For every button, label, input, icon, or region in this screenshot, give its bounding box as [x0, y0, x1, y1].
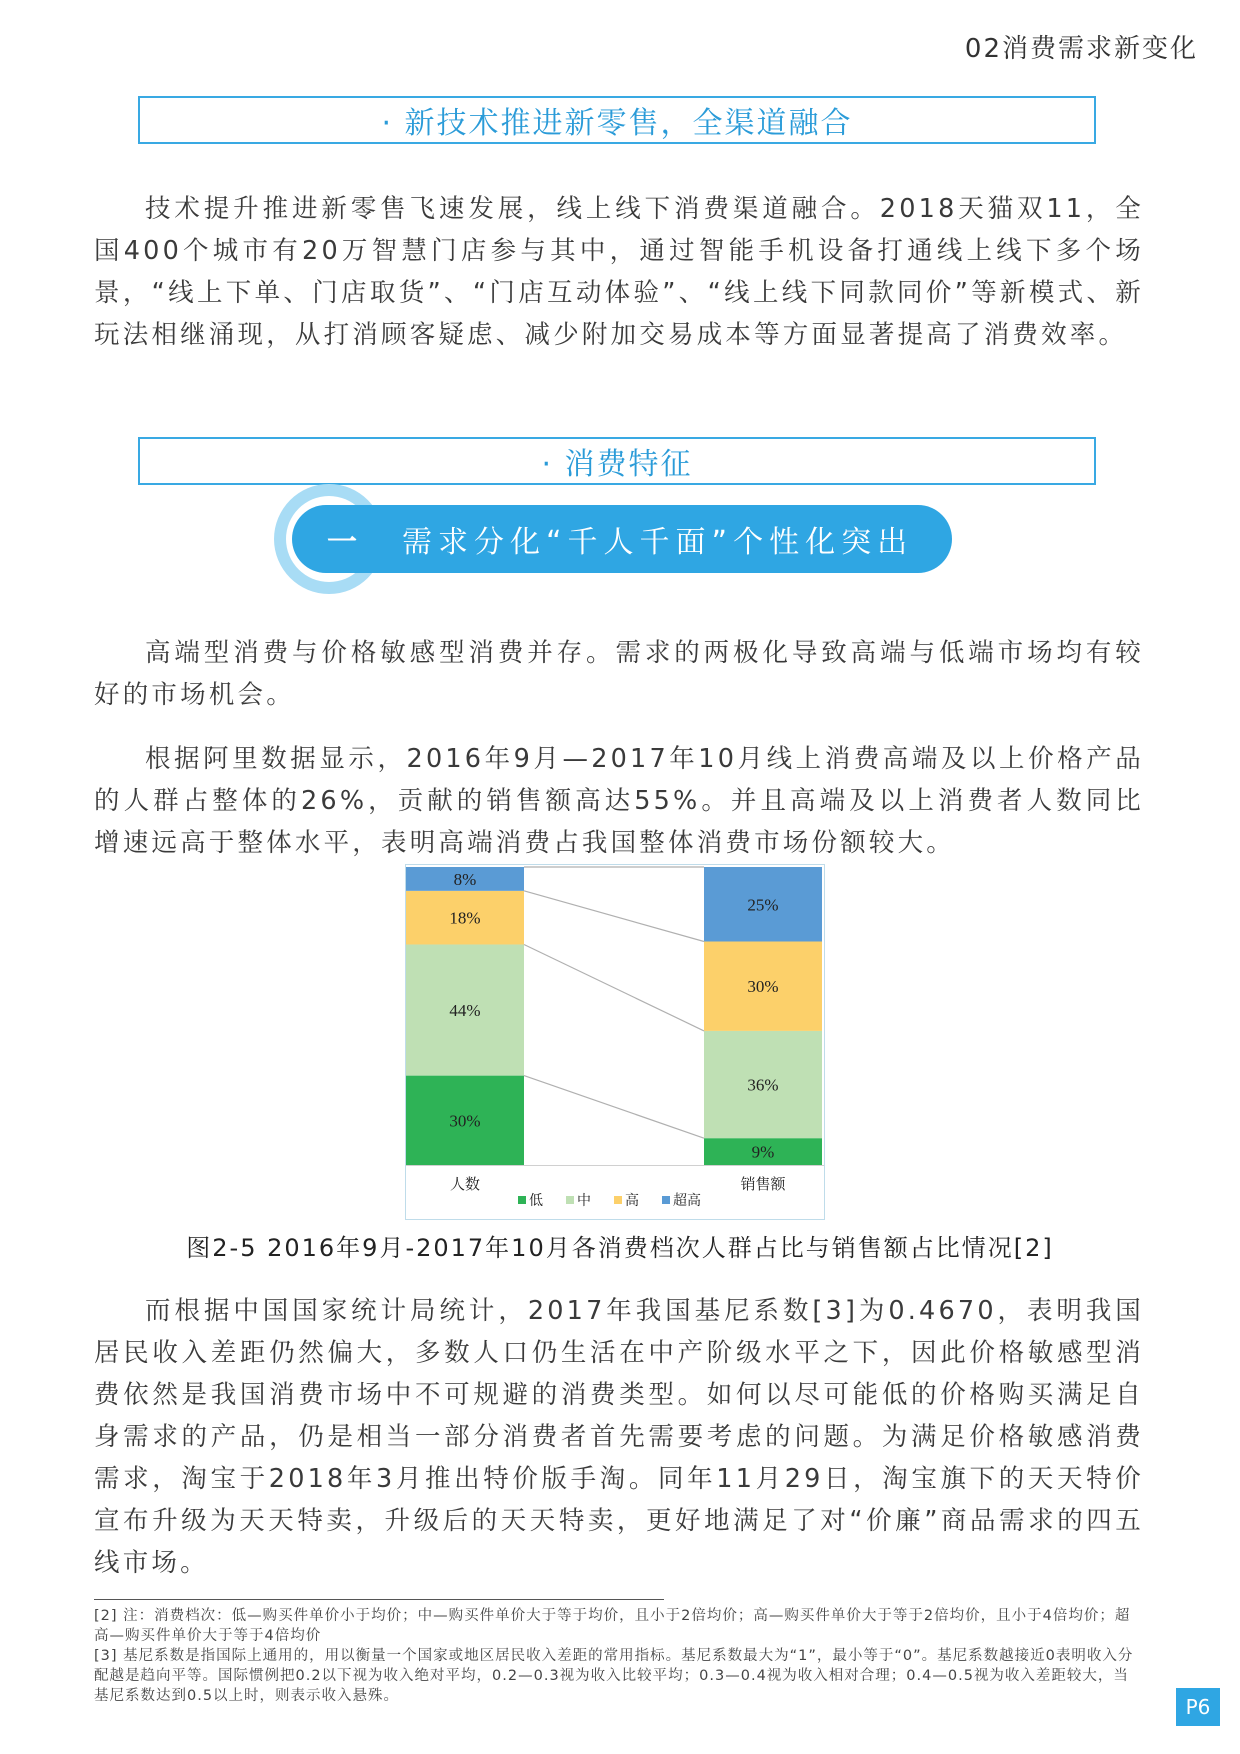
chart-canvas — [406, 865, 824, 1219]
legend-label: 低 — [529, 1193, 543, 1209]
section-heading-consumption: · 消费特征 — [138, 437, 1096, 485]
data-label: 30% — [747, 977, 779, 997]
section-heading-new-retail: · 新技术推进新零售，全渠道融合 — [138, 96, 1096, 144]
legend-label: 超高 — [673, 1193, 701, 1209]
paragraph-new-retail — [94, 188, 1144, 356]
page-number: P6 — [1176, 1688, 1220, 1726]
category-label: 人数 — [449, 1175, 481, 1193]
footnote-3: [3] 基尼系数是指国际上通用的，用以衡量一个国家或地区居民收入差距的常用指标。基尼系数最大为“1”，最小等于“0”。基尼系数越接近0表明收入分配越是趋向平等。国际惯例把0.2以下视为收入绝对平均，0.2—0.3视为收入比较平均；0.3—0.4视为收入相对合理；0.4—0.5视为收入差距较大，当基尼系数达到0.5以上时，则表示收入悬殊。 — [94, 1648, 1134, 1704]
paragraph-text: 根据阿里数据显示，2016年9月—2017年10月线上消费高端及以上价格产品的人群占整体的26%，贡献的销售额高达55%。并且高端及以上消费者人数同比增速远高于整体水平，表明高端消费占我国整体消费市场份额较大。 — [94, 744, 1144, 858]
data-label: 8% — [453, 869, 477, 889]
legend-label: 高 — [625, 1193, 639, 1209]
legend-swatch — [566, 1196, 574, 1204]
legend-label: 中 — [577, 1193, 591, 1209]
paragraph-text: 而根据中国国家统计局统计，2017年我国基尼系数[3]为0.4670，表明我国居民收入差距仍然偏大，多数人口仍生活在中产阶级水平之下，因此价格敏感型消费依然是我国消费市场中不可规避的消费类型。如何以尽可能低的价格购买满足自身需求的产品，仍是相当一部分消费者首先需要考虑的问题。为满足价格敏感消费需求，淘宝于2018年3月推出特价版手淘。同年11月29日，淘宝旗下的天天特价宣布升级为天天特卖，升级后的天天特卖，更好地满足了对“价廉”商品需求的四五线市场。 — [94, 1296, 1144, 1578]
subheading-number: 一 — [327, 525, 357, 560]
figure-caption: 图2-5 2016年9月-2017年10月各消费档次人群占比与销售额占比情况[2] — [186, 1234, 1054, 1262]
data-label: 36% — [747, 1075, 779, 1095]
footnote-2: [2] 注：消费档次：低—购买件单价小于均价；中—购买件单价大于等于均价，且小于2倍均价；高—购买件单价大于等于2倍均价，且小于4倍均价；超高—购买件单价大于等于4倍均价 — [94, 1608, 1131, 1644]
data-label: 25% — [747, 895, 779, 915]
connector-line — [524, 944, 704, 1030]
legend-swatch — [614, 1196, 622, 1204]
paragraph-text: 技术提升推进新零售飞速发展，线上线下消费渠道融合。2018天猫双11，全国400个城市有20万智慧门店参与其中，通过智能手机设备打通线上线下多个场景，“线上下单、门店取货”、“门店互动体验”、“线上线下同款同价”等新模式、新玩法相继涌现，从打消顾客疑虑、减少附加交易成本等方面显著提高了消费效率。 — [94, 194, 1144, 350]
subheading-text: 需求分化“千人千面”个性化突出 — [402, 525, 914, 560]
paragraph-text: 高端型消费与价格敏感型消费并存。需求的两极化导致高端与低端市场均有较好的市场机会。 — [94, 638, 1144, 710]
legend-swatch — [518, 1196, 526, 1204]
chapter-title: 02消费需求新变化 — [964, 34, 1198, 64]
data-label: 30% — [449, 1111, 481, 1131]
paragraph-polarization — [94, 632, 1144, 716]
stacked-bar-chart — [405, 864, 825, 1220]
subheading-banner — [274, 484, 964, 594]
legend-swatch — [662, 1196, 670, 1204]
connector-line — [524, 891, 704, 942]
paragraph-gini — [94, 1290, 1144, 1584]
category-label: 销售额 — [740, 1175, 786, 1193]
data-label: 18% — [449, 908, 481, 928]
data-label: 44% — [449, 1001, 481, 1021]
banner-pill — [292, 505, 952, 573]
paragraph-ali-data — [94, 738, 1144, 864]
footnote-divider — [94, 1599, 664, 1600]
connector-line — [524, 1076, 704, 1139]
footnotes — [94, 1606, 1144, 1706]
data-label: 9% — [751, 1142, 775, 1162]
